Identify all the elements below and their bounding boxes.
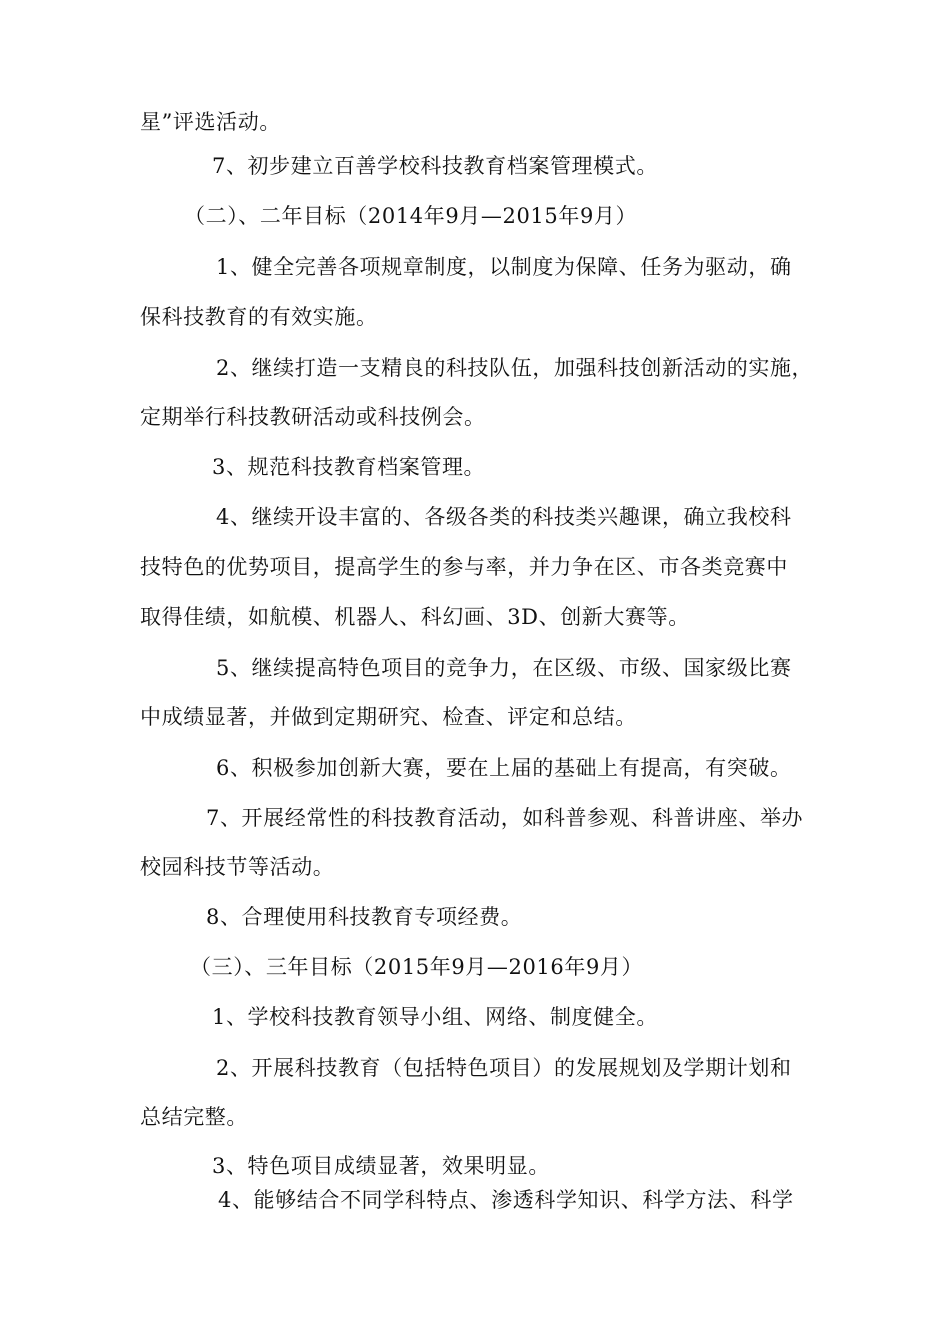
- text-line: 2、继续打造一支精良的科技队伍，加强科技创新活动的实施，: [216, 356, 814, 380]
- text-line: 7、开展经常性的科技教育活动，如科普参观、科普讲座、举办: [206, 806, 804, 830]
- text-line: 7、初步建立百善学校科技教育档案管理模式。: [212, 154, 658, 178]
- text-line: 6、积极参加创新大赛，要在上届的基础上有提高，有突破。: [216, 756, 792, 780]
- text-line: 3、规范科技教育档案管理。: [212, 455, 486, 479]
- text-line: 2、开展科技教育（包括特色项目）的发展规划及学期计划和: [216, 1056, 792, 1080]
- section-heading: （三）、三年目标（2015年9月—2016年9月）: [190, 955, 644, 979]
- text-line: 取得佳绩，如航模、机器人、科幻画、3D、创新大赛等。: [140, 605, 690, 629]
- text-line: 定期举行科技教研活动或科技例会。: [140, 405, 486, 429]
- text-line: 8、合理使用科技教育专项经费。: [206, 905, 523, 929]
- text-line: 1、学校科技教育领导小组、网络、制度健全。: [212, 1005, 658, 1029]
- text-line: 保科技教育的有效实施。: [140, 305, 378, 329]
- text-line: 1、健全完善各项规章制度，以制度为保障、任务为驱动，确: [216, 255, 792, 279]
- text-line: 4、继续开设丰富的、各级各类的科技类兴趣课，确立我校科: [216, 505, 792, 529]
- text-line: 4、能够结合不同学科特点、渗透科学知识、科学方法、科学: [218, 1188, 794, 1212]
- section-heading: （二）、二年目标（2014年9月—2015年9月）: [184, 204, 638, 228]
- text-line: 5、继续提高特色项目的竞争力，在区级、市级、国家级比赛: [216, 656, 792, 680]
- text-line: 总结完整。: [140, 1105, 248, 1129]
- text-line: 星”评选活动。: [140, 110, 281, 134]
- text-line: 3、特色项目成绩显著，效果明显。: [212, 1154, 550, 1178]
- text-line: 技特色的优势项目，提高学生的参与率，并力争在区、市各类竞赛中: [140, 555, 788, 579]
- text-line: 中成绩显著，并做到定期研究、检查、评定和总结。: [140, 705, 637, 729]
- text-line: 校园科技节等活动。: [140, 855, 335, 879]
